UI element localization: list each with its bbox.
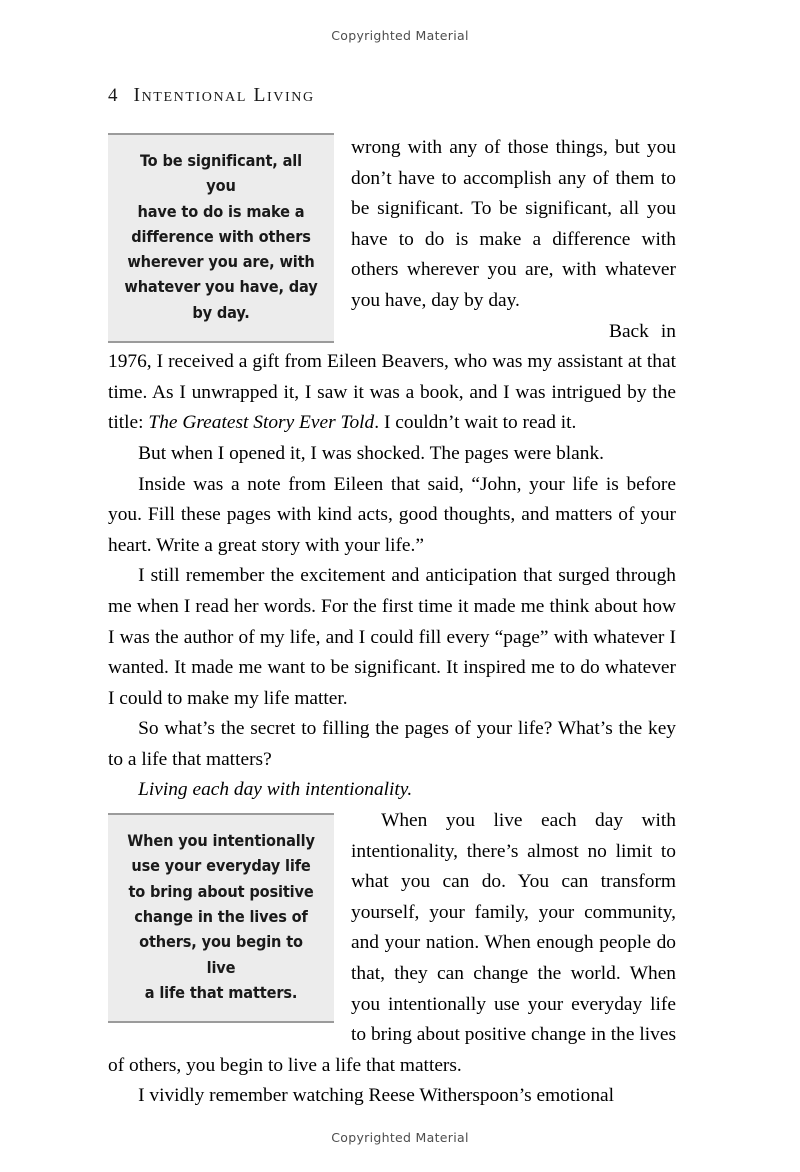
- pullquote-line: To be significant, all you: [140, 151, 302, 196]
- pullquote-line: others, you begin to live: [139, 932, 303, 977]
- paragraph-eileen-note: Inside was a note from Eileen that said, “John, your life is before you. Fill these pages with kind acts, good thoughts, and matters of your heart. Write a great story with your life.”: [108, 473, 676, 556]
- pullquote-line: to bring about positive: [128, 881, 314, 901]
- pullquote-line: a life that matters.: [144, 982, 298, 1002]
- pullquote-significance: [108, 133, 334, 343]
- book-title-italic: The Greatest Story Ever Told: [148, 412, 375, 434]
- pullquote-line: whatever you have, day: [124, 277, 318, 297]
- copyright-notice-top: Copyrighted Material: [331, 28, 469, 43]
- pullquote-line: use your everyday life: [131, 856, 311, 876]
- pullquote-line: change in the lives of: [134, 906, 308, 926]
- paragraph-secret-question: So what’s the secret to filling the pages of your life? What’s the key to a life that matters?: [108, 718, 676, 770]
- body-text-column: [108, 133, 676, 1112]
- chapter-title: Intentional Living: [133, 85, 315, 106]
- paragraph-text: . I couldn’t wait to read it.: [374, 412, 577, 434]
- pullquote-intentionality: [108, 813, 334, 1023]
- paragraph-continuation: wrong with any of those things, but you don’t have to accomplish any of them to be significant. To be significant, all you have to do is make a difference with others wherever you are, with whatever you have, day by day.: [351, 137, 676, 311]
- pullquote-line: wherever you are, with: [127, 252, 315, 272]
- pullquote-line: When you intentionally: [127, 831, 315, 851]
- running-head: [108, 85, 315, 107]
- pullquote-line: have to do is make a: [137, 201, 305, 221]
- paragraph-living-intentionally: Living each day with intentionality.: [138, 779, 413, 801]
- paragraph-excitement: I still remember the excitement and anticipation that surged through me when I read her words. For the first time it made me think about how I was the author of my life, and I could fill every “page” with whatever I wanted. It made me want to be significant. It inspired me to do whatever I could to make my life matter.: [108, 565, 676, 709]
- paragraph-blank-pages: But when I opened it, I was shocked. The pages were blank.: [138, 442, 605, 464]
- paragraph-text: Back in 1976, I received a gift from Eileen Beavers, who was my assistant at that time. As I unwrapped it, I saw it was a book, and I was intrigued by the title:: [108, 320, 676, 434]
- pullquote-line: difference with others: [131, 226, 311, 246]
- pullquote-line: by day.: [192, 302, 250, 322]
- page-number: 4: [108, 85, 118, 106]
- copyright-notice-bottom: Copyrighted Material: [331, 1130, 469, 1145]
- paragraph-reese-witherspoon: I vividly remember watching Reese Witherspoon’s emotional: [138, 1085, 615, 1107]
- paragraph-no-limit: When you live each day with intentionality, there’s almost no limit to what you can do. You can transform yourself, your family, your community, and your nation. When enough people do that, they can change the world. When you intentionally use your everyday life to bring about positive change in the lives of others, you begin to live a life that matters.: [108, 810, 676, 1076]
